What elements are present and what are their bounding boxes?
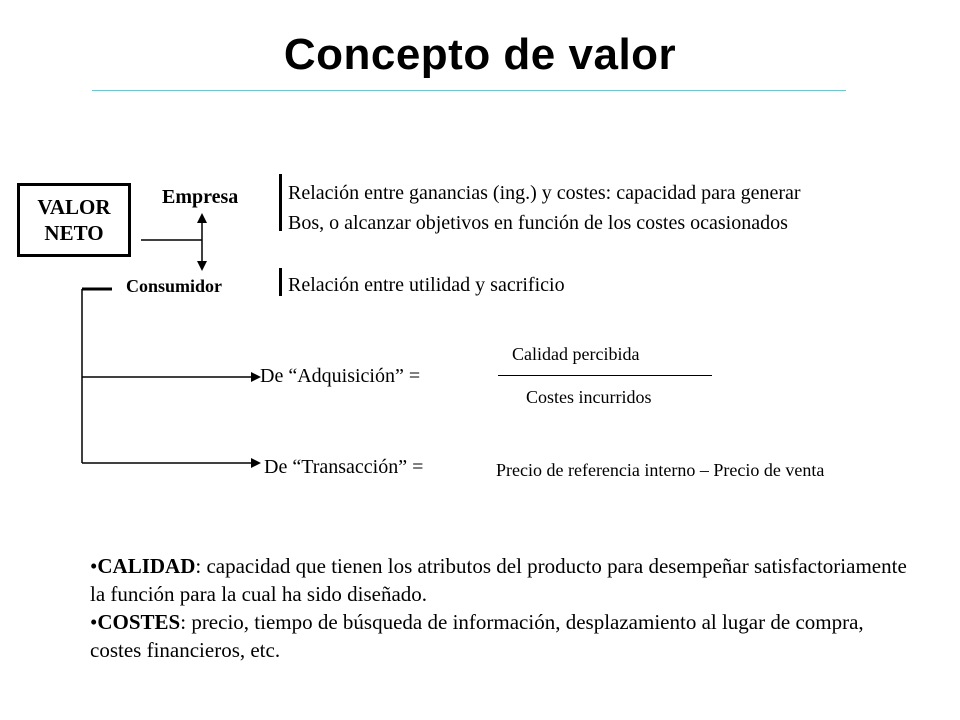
page-title: Concepto de valor (283, 30, 677, 79)
empresa-desc-line1: Relación entre ganancias (ing.) y costes: capacidad para generar (288, 182, 801, 204)
transaccion-label: De “Transacción” = (264, 456, 424, 478)
bullet-costes-term: COSTES (97, 610, 181, 634)
bullet-calidad-term: CALIDAD (97, 554, 196, 578)
consumidor-label: Consumidor (126, 276, 223, 296)
valor-neto-line2: NETO (44, 221, 104, 245)
empresa-desc-line2: Bos, o alcanzar objetivos en función de los costes ocasionados (288, 212, 788, 234)
empresa-bar (279, 174, 282, 231)
bullet-calidad: •CALIDAD: capacidad que tienen los atributos del producto para desempeñar satisfactoriamente la función para la cual ha sido diseñado. (90, 554, 907, 606)
definitions-list (90, 552, 920, 664)
bullet-costes-text: : precio, tiempo de búsqueda de información, desplazamiento al lugar de compra, costes financieros, etc. (90, 610, 864, 662)
adquisicion-label: De “Adquisición” = (260, 365, 421, 387)
empresa-description (288, 178, 801, 238)
transaccion-formula: Precio de referencia interno – Precio de venta (496, 460, 825, 480)
valor-neto-line1: VALOR (37, 195, 111, 219)
consumidor-description: Relación entre utilidad y sacrificio (288, 274, 565, 296)
adquisicion-denominator: Costes incurridos (526, 387, 652, 407)
bullet-calidad-text: : capacidad que tienen los atributos del producto para desempeñar satisfactoriamente la función para la cual ha sido diseñado. (90, 554, 907, 606)
fraction-bar (498, 375, 712, 376)
bullet-costes: •COSTES: precio, tiempo de búsqueda de información, desplazamiento al lugar de compra, costes financieros, etc. (90, 610, 864, 662)
adquisicion-numerator: Calidad percibida (512, 344, 640, 364)
empresa-label: Empresa (162, 186, 239, 208)
consumidor-bar (279, 268, 282, 296)
